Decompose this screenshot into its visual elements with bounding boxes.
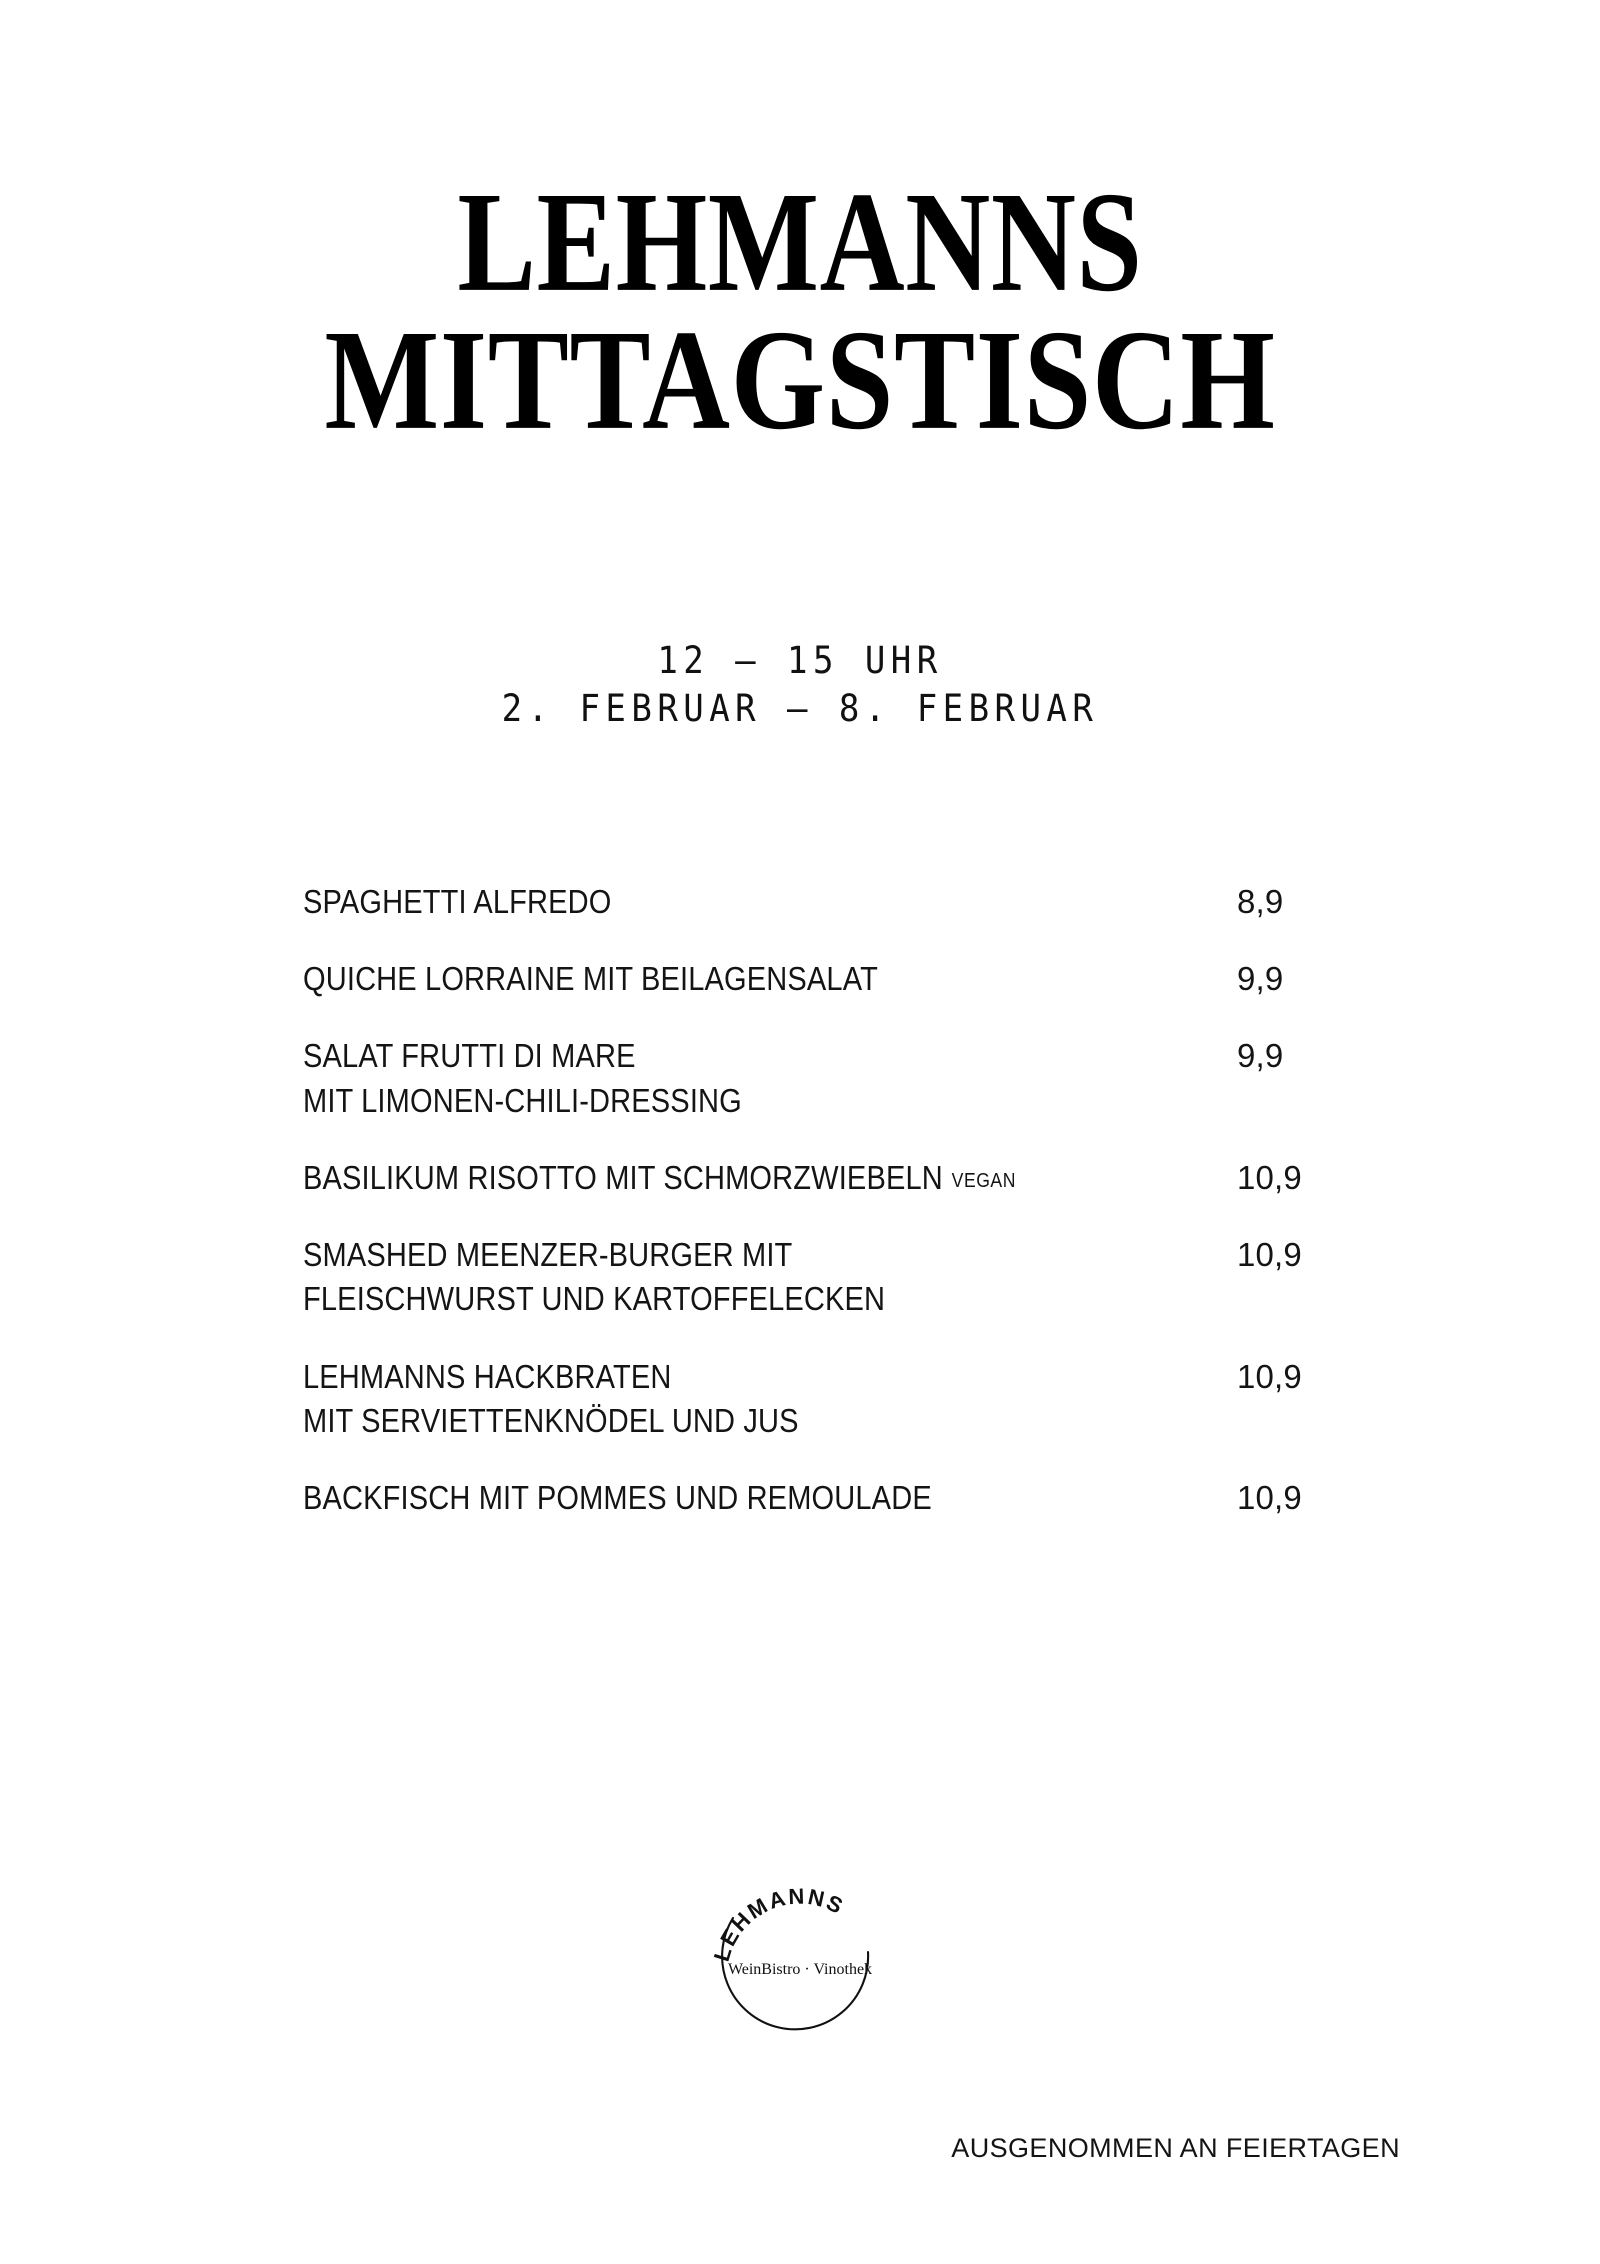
- menu-item-price: 9,9: [1237, 1037, 1284, 1075]
- menu-list: [303, 880, 1403, 1520]
- menu-item: [303, 1233, 1403, 1321]
- menu-item-names: [303, 1233, 1243, 1321]
- menu-item: [303, 1156, 1403, 1200]
- page-title-line-2: MITTAGSTISCH: [324, 300, 1276, 460]
- menu-item-name: SPAGHETTI ALFREDO: [303, 883, 612, 920]
- menu-item: [303, 1476, 1403, 1520]
- menu-item-names: [303, 957, 1243, 1001]
- menu-item-price: 10,9: [1237, 1357, 1302, 1395]
- menu-item-names: [303, 1156, 1243, 1200]
- menu-item-price: 10,9: [1237, 1478, 1302, 1516]
- menu-item: [303, 1355, 1403, 1443]
- subtitle-block: [0, 637, 1600, 733]
- menu-item-name: LEHMANNS HACKBRATEN: [303, 1357, 672, 1395]
- menu-item-description: MIT LIMONEN-CHILI-DRESSING: [303, 1081, 742, 1119]
- menu-item-names: [303, 1476, 1243, 1520]
- menu-item: [303, 880, 1403, 924]
- menu-item-price: 8,9: [1237, 883, 1284, 920]
- diet-tag: VEGAN: [951, 1169, 1016, 1192]
- menu-item-price: 10,9: [1237, 1236, 1302, 1274]
- menu-item-name: SALAT FRUTTI DI MARE: [303, 1037, 636, 1075]
- menu-item-name: SMASHED MEENZER-BURGER MIT: [303, 1236, 793, 1274]
- menu-item-description: FLEISCHWURST UND KARTOFFELECKEN: [303, 1280, 886, 1318]
- logo-arc-text: LEHMANNS: [708, 1883, 849, 1965]
- menu-item-name: QUICHE LORRAINE MIT BEILAGENSALAT: [303, 960, 878, 998]
- menu-item-price: 10,9: [1237, 1158, 1302, 1196]
- menu-item-name: BASILIKUM RISOTTO MIT SCHMORZWIEBELN VEGAN: [303, 1158, 1016, 1196]
- menu-item-names: [303, 1034, 1243, 1122]
- menu-item-name: BACKFISCH MIT POMMES UND REMOULADE: [303, 1478, 932, 1516]
- opening-hours: 12 – 15 UHR: [657, 639, 943, 682]
- menu-item-price: 9,9: [1237, 960, 1284, 998]
- menu-item-description: MIT SERVIETTENKNÖDEL UND JUS: [303, 1401, 799, 1439]
- footer-note: AUSGENOMMEN AN FEIERTAGEN: [951, 2133, 1400, 2163]
- masthead: [0, 162, 1600, 460]
- page-title-line-1: LEHMANNS: [457, 162, 1143, 322]
- menu-item-names: [303, 1355, 1243, 1443]
- menu-item: [303, 1034, 1403, 1122]
- logo-icon: [700, 1862, 900, 2062]
- date-range: 2. FEBRUAR – 8. FEBRUAR: [501, 687, 1099, 731]
- menu-item-names: [303, 880, 1243, 924]
- menu-item: [303, 957, 1403, 1001]
- logo-subline: WeinBistro · Vinothek: [727, 1961, 873, 1978]
